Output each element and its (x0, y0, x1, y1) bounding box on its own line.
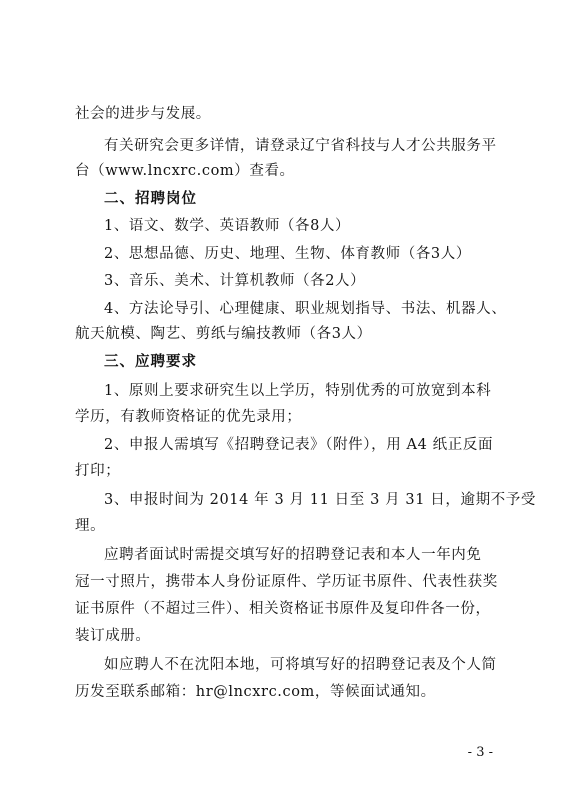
paragraph-line: 如应聘人不在沈阳本地，可将填写好的招聘登记表及个人简 (104, 657, 497, 673)
list-item: 1、语文、数学、英语教师（各8人） (104, 218, 351, 234)
list-item: 3、申报时间为 2014 年 3 月 11 日至 3 月 31 日，逾期不予受 (104, 492, 536, 508)
paragraph-line: 社会的进步与发展。 (75, 106, 211, 122)
list-item: 2、申报人需填写《招聘登记表》（附件），用 A4 纸正反面 (104, 437, 494, 453)
paragraph-line: 装订成册。 (75, 628, 151, 644)
list-item: 3、音乐、美术、计算机教师（各2人） (104, 273, 366, 289)
page-number: - 3 - (467, 745, 493, 760)
list-item: 4、方法论导引、心理健康、职业规划指导、书法、机器人、 (104, 301, 507, 317)
list-item-continuation: 航天航模、陶艺、剪纸与编技教师（各3人） (75, 326, 372, 342)
paragraph-line: 台（www.lncxrc.com）查看。 (75, 163, 295, 179)
paragraph-line: 历发至联系邮箱：hr@lncxrc.com，等候面试通知。 (75, 684, 436, 700)
list-item: 1、原则上要求研究生以上学历，特别优秀的可放宽到本科 (104, 383, 492, 399)
section-heading-positions: 二、招聘岗位 (104, 190, 197, 207)
list-item: 2、思想品德、历史、地理、生物、体育教师（各3人） (104, 246, 471, 262)
paragraph-line: 证书原件（不超过三件）、相关资格证书原件及复印件各一份， (75, 601, 491, 617)
list-item-continuation: 学历，有教师资格证的优先录用； (75, 409, 302, 425)
list-item-continuation: 打印； (75, 463, 121, 479)
list-item-continuation: 理。 (75, 518, 106, 534)
paragraph-line: 冠一寸照片，携带本人身份证原件、学历证书原件、代表性获奖 (75, 574, 498, 590)
section-heading-requirements: 三、应聘要求 (104, 353, 197, 370)
paragraph-line: 应聘者面试时需提交填写好的招聘登记表和本人一年内免 (104, 547, 482, 563)
paragraph-line: 有关研究会更多详情，请登录辽宁省科技与人才公共服务平 (104, 138, 497, 154)
